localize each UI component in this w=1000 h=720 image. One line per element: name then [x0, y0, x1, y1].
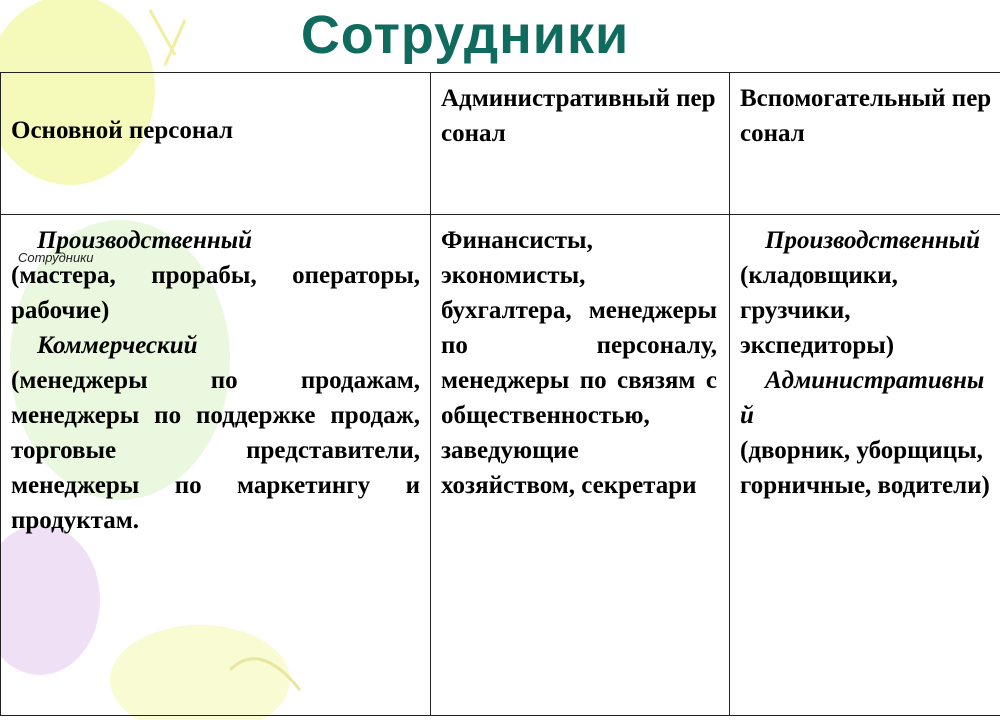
main-staff-commercial-label: Коммерческий — [37, 332, 198, 359]
header-cell-admin-staff — [431, 73, 730, 215]
body-cell-admin-staff — [431, 215, 730, 716]
header-main-staff: Основной персонал — [11, 117, 234, 144]
small-caption: Сотрудники — [18, 250, 94, 265]
slide-title: Сотрудники — [300, 5, 630, 65]
support-staff-content — [730, 215, 1000, 503]
header-admin-staff: Административный персонал — [441, 85, 716, 147]
header-cell-support-staff — [730, 73, 1000, 215]
main-staff-production-label: Производственный — [37, 227, 253, 254]
admin-staff-list: Финансисты, экономисты, бухгалтера, менеджеры по персоналу, менеджеры по связям с общественностью, заведующие хозяйством, секретари — [441, 227, 717, 499]
support-staff-production-list: (кладовщики, грузчики, экспедиторы) — [740, 262, 898, 359]
main-staff-commercial-list: (менеджеры по продажам, менеджеры по поддержке продаж, торговые представители, менеджеры по маркетингу и продуктам. — [11, 367, 420, 534]
support-staff-admin-list: (дворник, уборщицы, горничные, водители) — [740, 437, 990, 499]
table-header-row — [1, 73, 1000, 215]
body-cell-main-staff — [1, 215, 431, 716]
staff-table — [0, 72, 1000, 716]
main-staff-production-list: (мастера, прорабы, операторы, рабочие) — [11, 262, 420, 324]
admin-staff-content — [431, 215, 729, 503]
support-staff-production-label: Производственный — [765, 227, 981, 254]
support-staff-admin-label: Административный — [740, 367, 985, 429]
header-support-staff: Вспомогательный персонал — [740, 85, 992, 147]
table-body-row — [1, 215, 1000, 716]
body-cell-support-staff — [730, 215, 1000, 716]
header-cell-main-staff — [1, 73, 431, 215]
